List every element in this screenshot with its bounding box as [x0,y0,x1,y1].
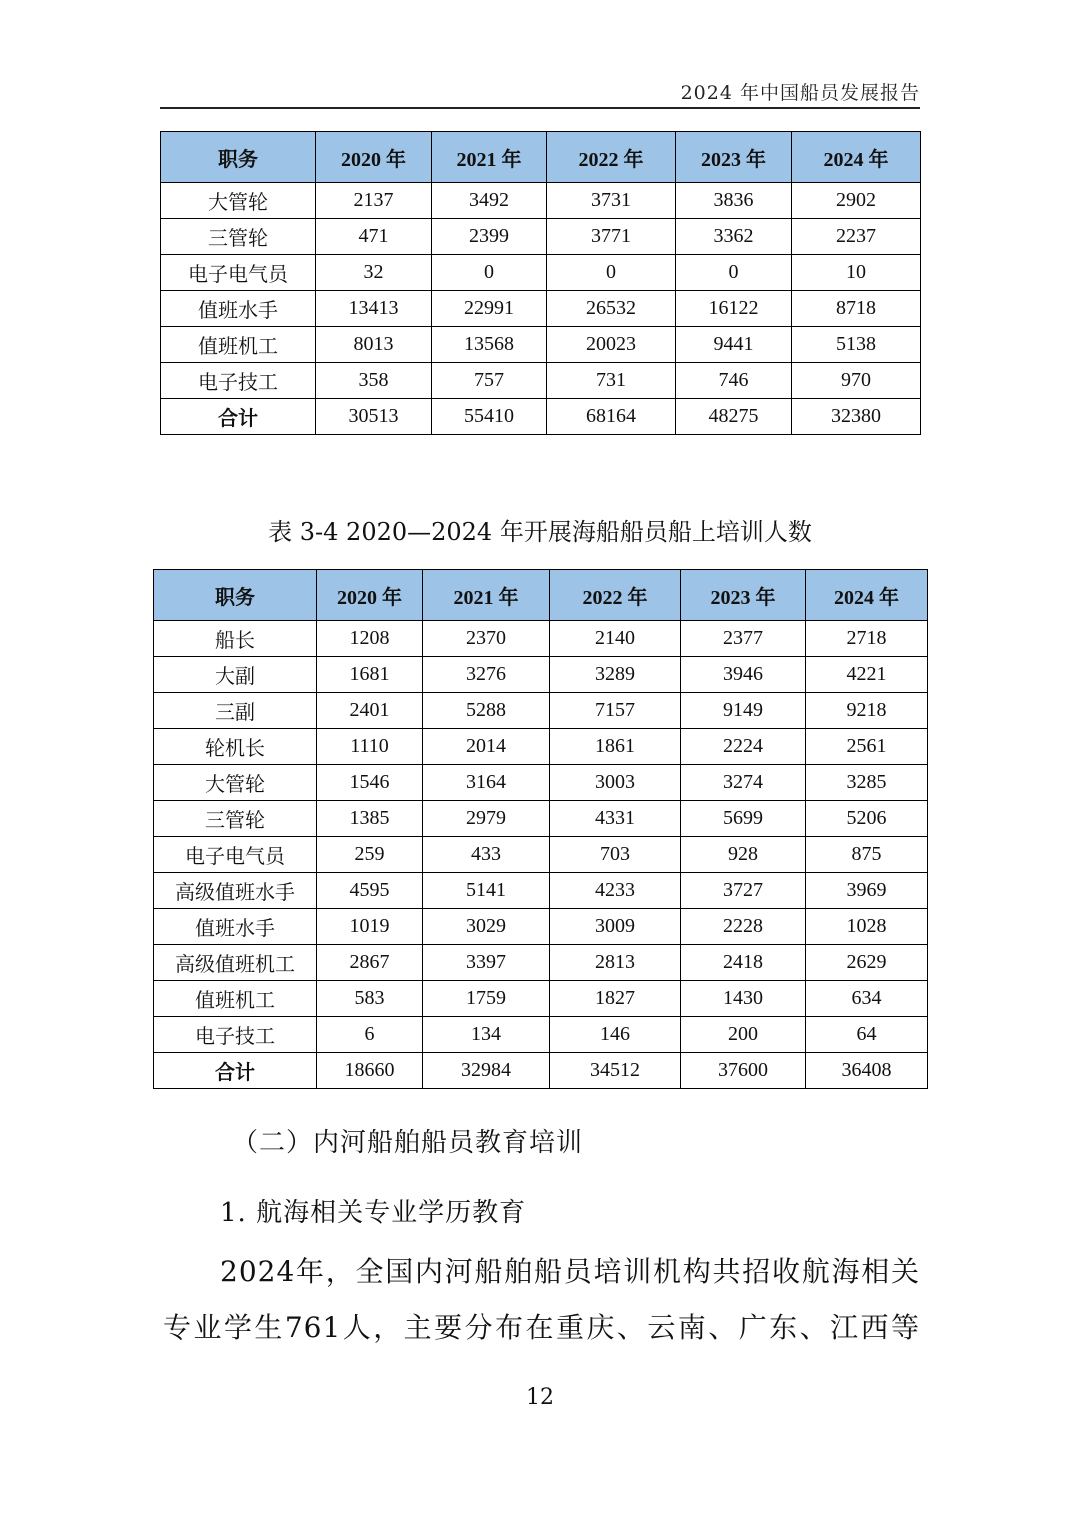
column-header: 2023 年 [676,132,792,183]
role-cell: 三副 [154,693,317,729]
table-row [154,837,928,873]
value-cell: 5699 [681,801,806,837]
value-cell: 1028 [806,909,928,945]
value-cell: 259 [317,837,423,873]
role-cell: 电子技工 [161,363,316,399]
value-cell: 757 [432,363,547,399]
value-cell: 48275 [676,399,792,435]
value-cell: 9149 [681,693,806,729]
role-cell: 值班机工 [161,327,316,363]
role-cell: 大管轮 [161,183,316,219]
role-cell: 船长 [154,621,317,657]
table-row [161,363,921,399]
value-cell: 16122 [676,291,792,327]
value-cell: 9441 [676,327,792,363]
value-cell: 970 [792,363,921,399]
role-cell: 值班机工 [154,981,317,1017]
value-cell: 2401 [317,693,423,729]
role-cell: 高级值班水手 [154,873,317,909]
value-cell: 2902 [792,183,921,219]
value-cell: 2629 [806,945,928,981]
value-cell: 3003 [550,765,681,801]
value-cell: 2979 [423,801,550,837]
table-row [154,1017,928,1053]
value-cell: 3164 [423,765,550,801]
value-cell: 18660 [317,1053,423,1089]
value-cell: 7157 [550,693,681,729]
value-cell: 3836 [676,183,792,219]
value-cell: 2399 [432,219,547,255]
value-cell: 5141 [423,873,550,909]
value-cell: 6 [317,1017,423,1053]
value-cell: 3397 [423,945,550,981]
value-cell: 32 [316,255,432,291]
value-cell: 2561 [806,729,928,765]
role-cell: 电子技工 [154,1017,317,1053]
table-row [161,291,921,327]
table-row [161,183,921,219]
table-header-row [161,132,921,183]
role-cell: 电子电气员 [154,837,317,873]
value-cell: 26532 [547,291,676,327]
value-cell: 433 [423,837,550,873]
value-cell: 64 [806,1017,928,1053]
total-row [161,399,921,435]
value-cell: 583 [317,981,423,1017]
table-row [154,873,928,909]
value-cell: 3289 [550,657,681,693]
table-row [154,729,928,765]
value-cell: 200 [681,1017,806,1053]
value-cell: 5206 [806,801,928,837]
table-header-row [154,570,928,621]
column-header: 2022 年 [550,570,681,621]
value-cell: 134 [423,1017,550,1053]
value-cell: 4595 [317,873,423,909]
value-cell: 5288 [423,693,550,729]
value-cell: 634 [806,981,928,1017]
value-cell: 4233 [550,873,681,909]
role-cell: 合计 [154,1053,317,1089]
value-cell: 2228 [681,909,806,945]
table-row [154,801,928,837]
report-header-title: 2024 年中国船员发展报告 [680,82,920,104]
role-cell: 值班水手 [161,291,316,327]
value-cell: 13413 [316,291,432,327]
value-cell: 2014 [423,729,550,765]
value-cell: 1430 [681,981,806,1017]
value-cell: 875 [806,837,928,873]
value-cell: 2137 [316,183,432,219]
value-cell: 3969 [806,873,928,909]
value-cell: 8013 [316,327,432,363]
value-cell: 2370 [423,621,550,657]
value-cell: 1759 [423,981,550,1017]
column-header: 2024 年 [806,570,928,621]
value-cell: 703 [550,837,681,873]
column-header: 2021 年 [432,132,547,183]
column-header: 2021 年 [423,570,550,621]
value-cell: 36408 [806,1053,928,1089]
subsection-heading: 1. 航海相关专业学历教育 [220,1198,527,1228]
table-row [154,693,928,729]
role-cell: 大管轮 [154,765,317,801]
value-cell: 20023 [547,327,676,363]
table-row [161,219,921,255]
value-cell: 731 [547,363,676,399]
role-cell: 三管轮 [154,801,317,837]
value-cell: 4221 [806,657,928,693]
table-row [154,621,928,657]
table-row [154,909,928,945]
value-cell: 2418 [681,945,806,981]
column-header: 2020 年 [317,570,423,621]
value-cell: 3285 [806,765,928,801]
paragraph-line: 2024年，全国内河船舶船员培训机构共招收航海相关 [220,1255,920,1288]
value-cell: 1681 [317,657,423,693]
role-cell: 高级值班机工 [154,945,317,981]
header-divider [160,107,920,109]
table-caption: 表 3-4 2020—2024 年开展海船船员船上培训人数 [268,518,812,546]
value-cell: 2140 [550,621,681,657]
value-cell: 1208 [317,621,423,657]
table-row [154,945,928,981]
column-header: 2024 年 [792,132,921,183]
crew-table-continued [160,131,921,435]
column-header: 职务 [154,570,317,621]
role-cell: 电子电气员 [161,255,316,291]
value-cell: 3946 [681,657,806,693]
value-cell: 2224 [681,729,806,765]
value-cell: 3362 [676,219,792,255]
value-cell: 3492 [432,183,547,219]
total-row [154,1053,928,1089]
value-cell: 37600 [681,1053,806,1089]
column-header: 2020 年 [316,132,432,183]
role-cell: 轮机长 [154,729,317,765]
table-row [154,657,928,693]
value-cell: 2718 [806,621,928,657]
value-cell: 22991 [432,291,547,327]
role-cell: 三管轮 [161,219,316,255]
value-cell: 3029 [423,909,550,945]
value-cell: 10 [792,255,921,291]
value-cell: 3274 [681,765,806,801]
value-cell: 3276 [423,657,550,693]
value-cell: 1110 [317,729,423,765]
value-cell: 0 [432,255,547,291]
value-cell: 0 [547,255,676,291]
value-cell: 471 [316,219,432,255]
value-cell: 8718 [792,291,921,327]
value-cell: 3731 [547,183,676,219]
onboard-training-table [153,569,928,1089]
value-cell: 68164 [547,399,676,435]
value-cell: 2237 [792,219,921,255]
table-row [154,765,928,801]
value-cell: 1546 [317,765,423,801]
value-cell: 5138 [792,327,921,363]
value-cell: 146 [550,1017,681,1053]
value-cell: 3727 [681,873,806,909]
value-cell: 30513 [316,399,432,435]
role-cell: 值班水手 [154,909,317,945]
value-cell: 2377 [681,621,806,657]
value-cell: 32380 [792,399,921,435]
value-cell: 1827 [550,981,681,1017]
value-cell: 32984 [423,1053,550,1089]
value-cell: 55410 [432,399,547,435]
column-header: 2022 年 [547,132,676,183]
table-row [154,981,928,1017]
value-cell: 3009 [550,909,681,945]
value-cell: 3771 [547,219,676,255]
section-heading: （二）内河船舶船员教育培训 [232,1128,584,1158]
value-cell: 746 [676,363,792,399]
table-row [161,255,921,291]
value-cell: 4331 [550,801,681,837]
role-cell: 大副 [154,657,317,693]
column-header: 职务 [161,132,316,183]
value-cell: 9218 [806,693,928,729]
column-header: 2023 年 [681,570,806,621]
value-cell: 1385 [317,801,423,837]
paragraph-line: 专业学生761人，主要分布在重庆、云南、广东、江西等 [163,1311,920,1344]
table-row [161,327,921,363]
value-cell: 1019 [317,909,423,945]
value-cell: 2813 [550,945,681,981]
value-cell: 928 [681,837,806,873]
value-cell: 2867 [317,945,423,981]
value-cell: 0 [676,255,792,291]
value-cell: 1861 [550,729,681,765]
value-cell: 34512 [550,1053,681,1089]
value-cell: 358 [316,363,432,399]
role-cell: 合计 [161,399,316,435]
page-number: 12 [526,1385,554,1410]
value-cell: 13568 [432,327,547,363]
